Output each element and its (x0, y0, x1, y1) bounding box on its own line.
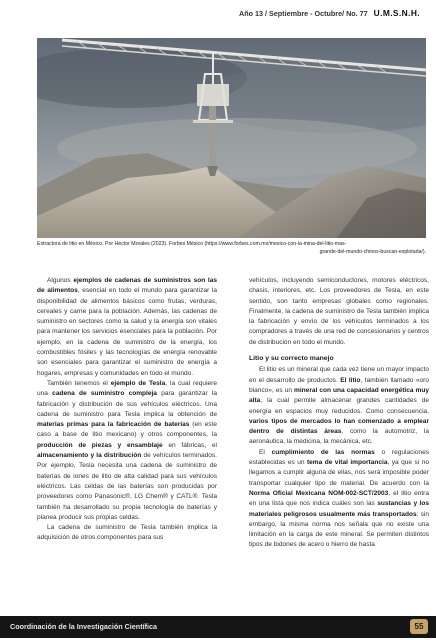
paragraph-lithium: El litio es un mineral que cada vez tiene un mayor impacto en el desarrollo de productos. El litio, también llamado «oro blanco», es un mineral con una capacidad energética muy alta, la cual permite almacenar grandes cantidades de energía en espacios muy reducidos. Como consecuencia, varios tipos de mercados lo han comenzado a emplear dentro de distintas áreas, como la automotriz, la aeronáutica, la medicina, la mecánica, etc. (249, 366, 429, 446)
paragraph-regulations: El cumplimiento de las normas o regulaciones establecidas es un tema de vital importancia, ya que si no llegamos a cumplir alguna de ellas, nos será imposible poder transportar cualquier tipo de material. De acuerdo con la Norma Oficial Mexicana NOM-002-SCT/2003, el litio entra en una lista que nos indica cuáles son las sustancias y los materiales peligrosos usualmente más transportados; sin embargo, la misma norma nos señala que no existe una limitación en la carga de este mineral. Se permiten distintos tipos de bidones de acero o hierro de hasta (249, 448, 430, 549)
lithium-extraction-photo (37, 38, 426, 238)
university-name: U.M.S.N.H. (373, 8, 420, 18)
paragraph-tesla-vehicles: vehículos, incluyendo semiconductores, motores eléctricos, chasis, interiores, etc. Los proveedores de Tesla, en este sentido, son tanto empresas globales como regionales. Finalmente, la cadena de suministro de Tesla también implica la fabricación y envío de los vehículos terminados a los compradores a través de una red de concesionarios y centros de distribución en todo el mundo. (249, 277, 429, 346)
paragraph-tesla-components: La cadena de suministro de Tesla también implica la adquisición de otros componentes para sus (37, 524, 217, 542)
section-heading-lithium: Litio y su correcto manejo (249, 355, 334, 363)
footer-title: Coordinación de la Investigación Científica (10, 622, 157, 631)
page-number: 55 (410, 619, 428, 634)
photo-caption (37, 241, 426, 256)
left-column (37, 276, 217, 544)
paragraph-tesla-example: También tenemos el ejemplo de Tesla, la cual requiere una cadena de suministro compleja para garantizar la fabricación y distribución de sus vehículos eléctricos. Una cadena de suministro para Tesla implica la obtención de materias primas para la fabricación de baterías (en este caso a base de litio mexicano) y otros componentes, la producción de piezas y ensamblaje en fábricas, el almacenamiento y la distribución de vehículos terminados. Por ejemplo, Tesla necesita una cadena de suministro de baterías de iones de litio de alta calidad para sus vehículos eléctricos. Las celdas de las baterías son producidas por proveedores como Panasonic®, LG Chem® y CATL®. Tesla también ha desarrollado su propia tecnología de baterías y planea producir sus propias celdas. (37, 379, 218, 521)
paragraph-food-supply: Algunos ejemplos de cadenas de suministros son las de alimentos, esencial en todo el mundo para garantizar la disponibilidad de alimentos básicos como frutas, verduras, cereales y carne para la población. Además, las cadenas de suministro en sectores como la salud y la energía son vitales para mantener los servicios esenciales para la población. Por ejemplo, en la cadena de suministro de la energía, los combustibles fósiles y las tecnologías de energía renovable son esenciales para garantizar el suministro de energía a hogares, empresas y comunidades en todo el mundo. (37, 277, 217, 377)
caption-line-2: grande-del-mundo-chinos-buscan-explotarla/). (319, 248, 426, 255)
caption-line-1: Extractora de litio en México. Por Héctor Morales (2023). Forbes México (https://www.forbes.com.mx/mexico-con-la-mina-del-litio-mas- (37, 241, 347, 247)
page-footer (0, 616, 436, 638)
issue-info: Año 13 / Septiembre - Octubre/ No. 77 (239, 9, 368, 18)
page-header (239, 8, 420, 18)
right-column (249, 276, 429, 551)
